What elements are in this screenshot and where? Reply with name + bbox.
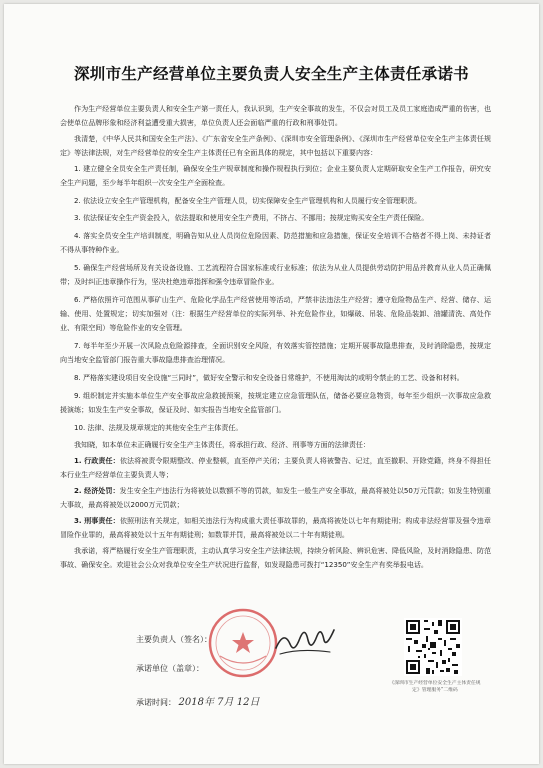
liability-text: 依照刑法有关规定，如相关违法行为构成重大责任事故罪的，最高将被处以七年有期徒刑；构成非法经营罪及强令违章冒险作业罪的，最高将被处以十五年有期徒刑；如数罪并罚，最高将被处以二十年有期徒刑。 bbox=[60, 515, 491, 539]
qr-code-icon[interactable] bbox=[404, 618, 462, 676]
clause-4: 4. 落实全员安全生产培训制度，明确告知从业人员岗位危险因素、防范措施和应急措施，保证安全培训不合格者不得上岗、未持证者不得从事特种作业。 bbox=[60, 231, 491, 255]
official-stamp-icon bbox=[204, 604, 282, 682]
signature-date-label: 承诺时间： bbox=[136, 698, 176, 707]
clause-2: 2. 依法设立安全生产管理机构，配备安全生产管理人员，切实保障安全生产管理机构和人员履行安全管理职责。 bbox=[74, 195, 422, 205]
liability-administrative bbox=[60, 454, 491, 482]
liability-text: 发生安全生产违法行为将被处以数额不等的罚款，如发生一般生产安全事故，最高将被处以50万元罚款；如发生特别重大事故，最高将被处以2000万元罚款； bbox=[60, 485, 491, 510]
document-body bbox=[60, 102, 491, 574]
signature-date-row bbox=[136, 693, 259, 708]
liability-economic bbox=[60, 484, 491, 512]
clause-5: 5. 确保生产经营场所及有关设备设施、工艺流程符合国家标准或行业标准；依法为从业人员提供劳动防护用品并教育从业人员正确佩带；及时纠正违章操作行为，坚决杜绝违章指挥和强令违章冒险作业。 bbox=[60, 263, 491, 287]
document-page bbox=[4, 4, 539, 764]
commitment-paragraph: 我承诺，将严格履行安全生产管理职责，主动认真学习安全生产法律法规，持续分析风险、辨识危害、降低风险，及时消除隐患、防范事故、确保安全。欢迎社会公众对我单位安全生产状况进行监督，如发现隐患可拨打“12350”安全生产有奖举报电话。 bbox=[60, 545, 491, 569]
intro-paragraph: 作为生产经营单位主要负责人和安全生产第一责任人，我认识到，生产安全事故的发生，不仅会对员工及员工家庭造成严重的伤害，也会使单位品牌形象和经济利益遭受重大损害，单位负责人还会面临严重的行政和刑事处罚。 bbox=[60, 104, 491, 128]
liability-label: 3. 刑事责任： bbox=[74, 515, 120, 525]
clause-1: 1. 建立健全全员安全生产责任制，确保安全生产规章制度和操作规程执行到位；企业主要负责人定期研取安全生产工作报告，研究安全生产问题，至少每半年组织一次安全生产全面检查。 bbox=[60, 163, 491, 188]
liability-intro: 我知晓，如本单位未正确履行安全生产主体责任，将承担行政、经济、刑事等方面的法律责任： bbox=[74, 440, 370, 450]
clause-8: 8. 严格落实建设项目安全设施“三同时”，做好安全警示和安全设备日常维护，不使用淘汰的或明令禁止的工艺、设备和材料。 bbox=[74, 372, 464, 382]
clause-7: 7. 每半年至少开展一次风险点危险源排查，全面识别安全风险，有效落实管控措施；定期开展事故隐患排查，及时消除隐患，按规定向当地安全监管部门报告重大事故隐患排查治理情况。 bbox=[60, 341, 491, 365]
signature-date-value: 2018年 7月 12日 bbox=[178, 697, 260, 708]
liability-criminal bbox=[60, 514, 491, 542]
liability-label: 2. 经济处罚： bbox=[74, 485, 120, 495]
document-title: 深圳市生产经营单位主要负责人安全生产主体责任承诺书 bbox=[73, 64, 469, 83]
qr-caption: 《深圳市生产经营单位安全生产主体责任规定》管理服务”二维码 bbox=[389, 681, 481, 693]
signature-person-label: 主要负责人（签名）： bbox=[136, 635, 212, 644]
handwritten-signature-icon bbox=[272, 624, 342, 662]
clause-10: 10. 法律、法规及规章规定的其他安全生产主体责任。 bbox=[74, 422, 243, 432]
clause-3: 3. 依法保证安全生产资金投入，依法提取和使用安全生产费用，不挤占、不挪用；按规定购买安全生产责任保险。 bbox=[74, 213, 429, 223]
clause-6: 6. 严格依照许可范围从事矿山生产、危险化学品生产经营使用等活动，严禁非法违法生产经营；遵守危险物品生产、经营、储存、运输、使用、处置规定；切实加强对（注：根据生产经营单位的实际列举、补充危险作业，如爆破、吊装、危险品装卸、油罐清洗、高处作业、有限空间）等危险作业的安全管理。 bbox=[60, 294, 491, 333]
liability-text: 依法将被责令限期整改、停业整顿，直至停产关闭；主要负责人将被警告、记过，直至撤职、开除党籍，终身不得担任本行业生产经营单位主要负责人等； bbox=[60, 455, 491, 480]
signature-unit-label: 承诺单位（盖章）： bbox=[136, 664, 204, 673]
liability-label: 1. 行政责任： bbox=[74, 455, 120, 465]
law-paragraph: 我清楚，《中华人民共和国安全生产法》、《广东省安全生产条例》、《深圳市安全管理条例》、《深圳市生产经营单位安全生产主体责任规定》等法律法规，对生产经营单位的安全生产主体责任已有全面具体的规定，其中包括以下重要内容： bbox=[60, 133, 491, 158]
clause-9: 9. 组织制定并实施本单位生产安全事故应急救援预案，按规定建立应急管理队伍，储备必要应急物资，每年至少组织一次事故应急救援演练；如发生生产安全事故，保证及时、如实报告当地安全监管部门。 bbox=[60, 390, 491, 414]
